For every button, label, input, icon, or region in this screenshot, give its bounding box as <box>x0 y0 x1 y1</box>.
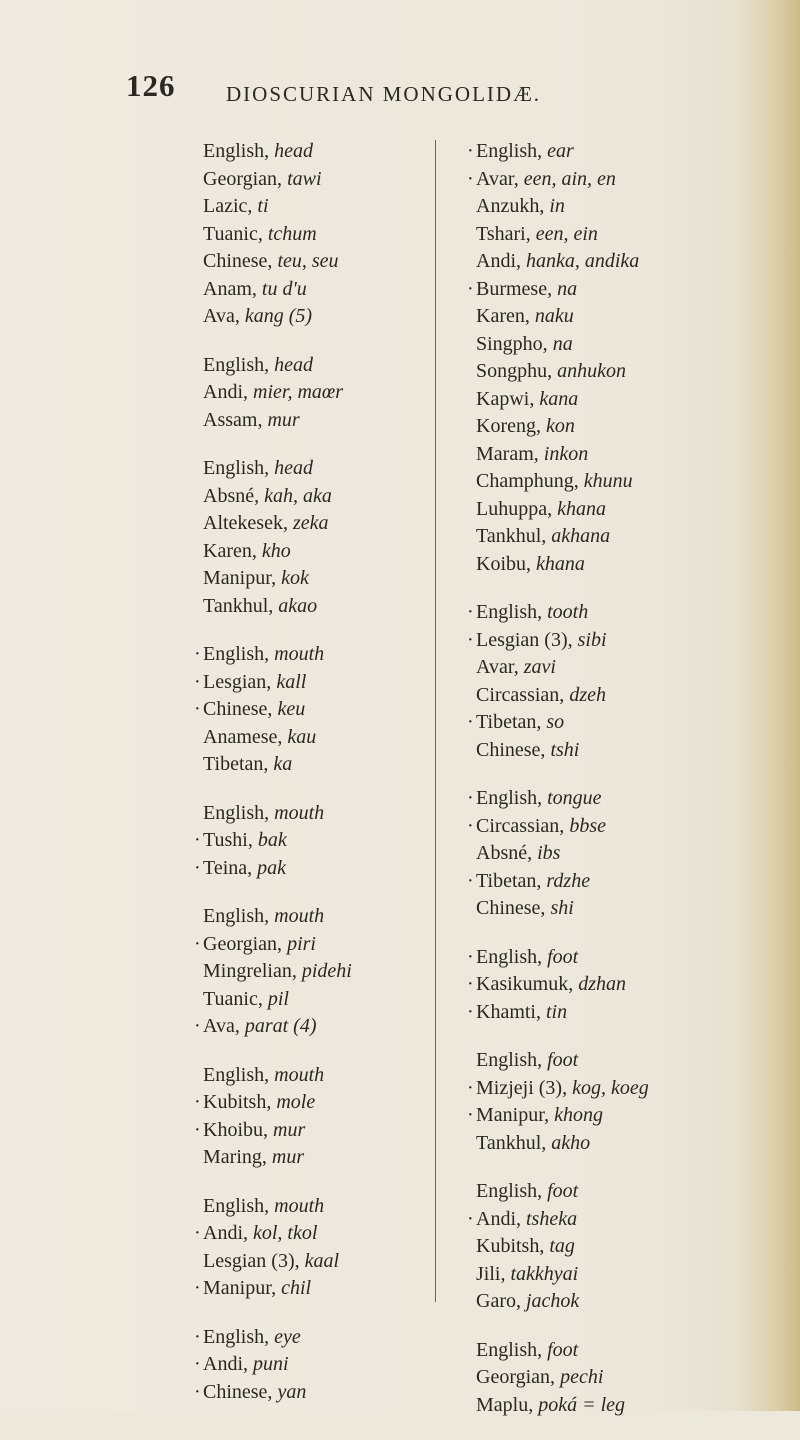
word-form: mur <box>273 1118 306 1141</box>
language-name: Georgian, <box>476 1366 561 1388</box>
language-name: Andi, <box>476 250 526 272</box>
word-form: tag <box>549 1235 575 1257</box>
entry-line <box>194 1144 494 1172</box>
vocabulary-entry <box>467 1337 767 1420</box>
entry-line <box>467 1337 767 1365</box>
word-form: pil <box>267 987 289 1010</box>
language-name: Chinese, <box>203 250 278 272</box>
word-form: kaal <box>304 1249 340 1272</box>
language-name: Andi, <box>203 1353 253 1375</box>
word-form: kok <box>281 567 309 589</box>
language-name: Tuanic, <box>203 222 268 245</box>
vocabulary-entry <box>194 352 494 435</box>
entry-line <box>194 751 494 779</box>
entry-line <box>194 1117 494 1145</box>
language-name: English, <box>203 643 275 665</box>
vocabulary-entry <box>194 641 494 779</box>
vocabulary-entry <box>194 1324 494 1407</box>
word-form: jachok <box>525 1290 580 1312</box>
entry-line <box>467 386 767 414</box>
vocabulary-entry <box>467 138 767 578</box>
entry-line <box>194 1089 494 1117</box>
language-name: English, <box>476 1049 548 1071</box>
word-form: foot <box>547 1338 579 1361</box>
entry-line <box>194 696 494 724</box>
citation-mark: · <box>194 1353 201 1375</box>
word-form: tooth <box>547 601 589 623</box>
entry-line <box>467 1261 767 1289</box>
word-form: rdzhe <box>546 869 591 892</box>
word-form: tshi <box>550 738 580 761</box>
language-name: English, <box>203 1194 275 1217</box>
language-name: Kapwi, <box>476 387 540 410</box>
word-form: so <box>546 711 565 733</box>
word-form: shi <box>550 897 574 919</box>
entry-line <box>467 221 767 249</box>
language-name: Champhung, <box>476 470 584 492</box>
citation-mark: · <box>467 1000 474 1023</box>
language-name: Assam, <box>203 408 268 431</box>
entry-line <box>194 483 494 511</box>
citation-mark: · <box>194 1091 201 1113</box>
language-name: Tankhul, <box>203 594 279 617</box>
language-name: Georgian, <box>203 167 288 190</box>
language-name: English, <box>476 1338 548 1361</box>
language-name: Tuanic, <box>203 987 268 1010</box>
vocabulary-entry <box>467 944 767 1027</box>
language-name: Altekesek, <box>203 512 293 534</box>
entry-line <box>194 1013 494 1041</box>
entry-line <box>467 413 767 441</box>
word-form: pak <box>257 856 287 879</box>
word-form: keu <box>277 698 306 720</box>
entry-line <box>467 193 767 221</box>
language-name: Tankhul, <box>476 1131 552 1154</box>
word-form: ka <box>273 753 293 775</box>
language-name: Manipur, <box>203 1277 282 1299</box>
entry-line <box>467 441 767 469</box>
entry-line <box>194 538 494 566</box>
entry-line <box>467 682 767 710</box>
citation-mark: · <box>467 1076 474 1099</box>
language-name: English, <box>203 1063 275 1086</box>
language-name: English, <box>203 1325 275 1348</box>
word-form: takkhyai <box>510 1262 579 1285</box>
language-name: Teina, <box>203 856 258 879</box>
entry-line <box>194 166 494 194</box>
entry-line <box>467 654 767 682</box>
language-name: Kasikumuk, <box>476 973 579 995</box>
citation-mark: · <box>467 945 474 968</box>
word-form: mur <box>267 408 300 431</box>
word-form: ibs <box>537 842 561 864</box>
language-name: English, <box>203 140 275 162</box>
language-name: Lazic, <box>203 195 258 217</box>
word-form: foot <box>547 945 579 968</box>
language-name: Khoibu, <box>203 1118 273 1141</box>
entry-line <box>467 627 767 655</box>
citation-mark: · <box>467 869 474 892</box>
citation-mark: · <box>194 1380 201 1403</box>
word-form: teu, seu <box>277 250 339 272</box>
word-form: kang (5) <box>244 305 313 327</box>
word-form: tongue <box>547 787 602 809</box>
entry-line <box>467 276 767 304</box>
word-form: yan <box>277 1380 307 1403</box>
entry-line <box>194 352 494 380</box>
entry-line <box>194 193 494 221</box>
entry-line <box>194 276 494 304</box>
word-form: dzeh <box>569 683 606 706</box>
language-name: Andi, <box>203 381 253 403</box>
language-name: Koibu, <box>476 552 536 575</box>
vocabulary-entry <box>194 1062 494 1172</box>
entry-line <box>467 1392 767 1420</box>
language-name: Avar, <box>476 167 524 190</box>
word-form: dzhan <box>578 973 627 995</box>
entry-line <box>467 1047 767 1075</box>
word-form: in <box>549 195 565 217</box>
entry-line <box>194 248 494 276</box>
word-form: een, ain, en <box>523 167 616 190</box>
word-form: chil <box>281 1277 312 1299</box>
entry-line <box>467 599 767 627</box>
entry-line <box>194 565 494 593</box>
entry-line <box>467 868 767 896</box>
word-form: sibi <box>577 628 607 651</box>
entry-line <box>467 166 767 194</box>
vocabulary-entry <box>194 1193 494 1303</box>
citation-mark: · <box>194 829 201 851</box>
word-form: khong <box>554 1104 603 1126</box>
vocabulary-entry <box>194 455 494 620</box>
language-name: Georgian, <box>203 932 288 955</box>
citation-mark: · <box>467 1207 474 1230</box>
language-name: Chinese, <box>203 698 278 720</box>
language-name: English, <box>203 905 275 927</box>
entry-line <box>194 510 494 538</box>
entry-line <box>194 407 494 435</box>
word-form: mur <box>271 1146 305 1168</box>
word-form: eye <box>274 1325 301 1348</box>
language-name: Lesgian (3), <box>476 628 578 651</box>
word-form: head <box>274 140 314 162</box>
language-name: Manipur, <box>476 1104 555 1126</box>
entry-line <box>467 331 767 359</box>
entry-line <box>194 827 494 855</box>
citation-mark: · <box>194 856 201 879</box>
language-name: Tibetan, <box>476 711 547 733</box>
running-head: DIOSCURIAN MONGOLIDÆ. <box>226 82 541 106</box>
word-form: bbse <box>569 814 606 837</box>
entry-line <box>467 468 767 496</box>
language-name: Anam, <box>203 277 262 300</box>
entry-line <box>194 1275 494 1303</box>
word-form: mier, maœr <box>253 381 344 403</box>
word-form: ear <box>547 140 574 162</box>
language-name: Manipur, <box>203 567 282 589</box>
word-form: bak <box>257 829 287 851</box>
entry-line <box>194 221 494 249</box>
entry-line <box>467 1233 767 1261</box>
word-form: mouth <box>274 905 325 927</box>
word-form: zeka <box>292 512 329 534</box>
language-name: Mingrelian, <box>203 960 302 982</box>
entry-line <box>467 1364 767 1392</box>
language-name: Koreng, <box>476 415 546 437</box>
language-name: Singpho, <box>476 332 553 355</box>
word-form: mouth <box>274 643 325 665</box>
citation-mark: · <box>467 814 474 837</box>
language-name: Garo, <box>476 1290 526 1312</box>
entry-line <box>194 1248 494 1276</box>
language-name: English, <box>476 787 548 809</box>
word-form: kana <box>539 387 579 410</box>
language-name: Jili, <box>476 1262 511 1285</box>
word-form: khana <box>557 497 606 520</box>
entry-line <box>194 641 494 669</box>
word-form: naku <box>534 305 574 327</box>
entry-line <box>467 1130 767 1158</box>
word-form: khunu <box>583 470 633 492</box>
word-form: hanka, andika <box>526 250 640 272</box>
language-name: Chinese, <box>203 1380 278 1403</box>
language-name: English, <box>476 140 548 162</box>
entry-line <box>467 840 767 868</box>
page-number: 126 <box>126 68 176 103</box>
left-column <box>194 138 494 1427</box>
entry-line <box>194 986 494 1014</box>
language-name: Lesgian (3), <box>203 1249 305 1272</box>
language-name: Tibetan, <box>203 753 274 775</box>
entry-line <box>467 138 767 166</box>
language-name: Tushi, <box>203 829 258 851</box>
word-form: een, ein <box>535 222 598 245</box>
entry-line <box>194 669 494 697</box>
language-name: Kubitsh, <box>203 1091 277 1113</box>
vocabulary-entry <box>467 1047 767 1157</box>
language-name: Songphu, <box>476 360 558 382</box>
word-form: akhana <box>551 525 611 547</box>
entry-line <box>194 593 494 621</box>
entry-line <box>194 903 494 931</box>
citation-mark: · <box>467 973 474 995</box>
citation-mark: · <box>194 1325 201 1348</box>
word-form: zavi <box>523 656 556 678</box>
word-form: kho <box>261 539 291 562</box>
word-form: poká = leg <box>538 1393 626 1416</box>
entry-line <box>194 379 494 407</box>
word-form: kog, koeg <box>572 1076 649 1099</box>
language-name: Karen, <box>476 305 535 327</box>
language-name: Chinese, <box>476 738 551 761</box>
entry-line <box>467 523 767 551</box>
word-form: kau <box>287 725 317 748</box>
word-form: kol, tkol <box>253 1222 318 1244</box>
entry-line <box>194 1351 494 1379</box>
right-column <box>467 138 767 1440</box>
language-name: Luhuppa, <box>476 497 558 520</box>
language-name: Ava, <box>203 305 245 327</box>
word-form: mouth <box>274 1194 325 1217</box>
language-name: Ava, <box>203 1015 245 1037</box>
word-form: head <box>274 353 314 376</box>
vocabulary-entry <box>467 785 767 923</box>
language-name: Khamti, <box>476 1000 546 1023</box>
word-form: tchum <box>267 222 317 245</box>
language-name: Lesgian, <box>203 670 277 693</box>
entry-line <box>467 737 767 765</box>
language-name: Karen, <box>203 539 262 562</box>
entry-line <box>467 785 767 813</box>
language-name: Andi, <box>203 1222 253 1244</box>
entry-line <box>467 1102 767 1130</box>
word-form: inkon <box>543 442 589 465</box>
word-form: tawi <box>287 167 322 190</box>
vocabulary-entry <box>467 599 767 764</box>
entry-line <box>467 1206 767 1234</box>
vocabulary-entry <box>194 138 494 331</box>
citation-mark: · <box>194 1277 201 1299</box>
word-form: pidehi <box>301 960 352 982</box>
entry-line <box>467 358 767 386</box>
word-form: khana <box>536 552 585 575</box>
word-form: piri <box>287 932 316 955</box>
entry-line <box>194 855 494 883</box>
vocabulary-entry <box>467 1178 767 1316</box>
language-name: Maram, <box>476 442 544 465</box>
entry-line <box>467 999 767 1027</box>
vocabulary-entry <box>194 903 494 1041</box>
entry-line <box>467 895 767 923</box>
language-name: Tshari, <box>476 222 536 245</box>
language-name: English, <box>476 945 548 968</box>
entry-line <box>194 138 494 166</box>
citation-mark: · <box>194 670 201 693</box>
word-form: tu d'u <box>261 277 307 300</box>
language-name: Avar, <box>476 656 524 678</box>
citation-mark: · <box>467 1104 474 1126</box>
word-form: pechi <box>560 1366 604 1388</box>
word-form: mouth <box>274 801 325 824</box>
language-name: Andi, <box>476 1207 526 1230</box>
word-form: foot <box>547 1180 579 1202</box>
entry-line <box>194 1379 494 1407</box>
entry-line <box>467 1075 767 1103</box>
word-form: na <box>552 332 573 355</box>
entry-line <box>194 724 494 752</box>
entry-line <box>194 800 494 828</box>
entry-line <box>194 958 494 986</box>
word-form: akho <box>551 1131 591 1154</box>
entry-line <box>194 1220 494 1248</box>
word-form: head <box>274 457 314 479</box>
word-form: mole <box>276 1091 316 1113</box>
language-name: Mizjeji (3), <box>476 1076 573 1099</box>
language-name: English, <box>476 1180 548 1202</box>
language-name: Tankhul, <box>476 525 552 547</box>
word-form: kon <box>545 415 575 437</box>
language-name: Circassian, <box>476 683 570 706</box>
language-name: Burmese, <box>476 277 558 300</box>
word-form: tsheka <box>526 1207 578 1230</box>
entry-line <box>194 931 494 959</box>
entry-line <box>194 455 494 483</box>
citation-mark: · <box>194 1118 201 1141</box>
entry-line <box>467 944 767 972</box>
citation-mark: · <box>194 643 201 665</box>
language-name: Chinese, <box>476 897 551 919</box>
entry-line <box>194 1324 494 1352</box>
citation-mark: · <box>467 628 474 651</box>
language-name: Anamese, <box>203 725 288 748</box>
entry-line <box>194 1193 494 1221</box>
citation-mark: · <box>467 140 474 162</box>
entry-line <box>467 813 767 841</box>
citation-mark: · <box>467 277 474 300</box>
citation-mark: · <box>194 1222 201 1244</box>
word-form: parat (4) <box>244 1015 317 1037</box>
entry-line <box>467 971 767 999</box>
citation-mark: · <box>467 167 474 190</box>
language-name: Maplu, <box>476 1393 539 1416</box>
word-form: mouth <box>274 1063 325 1086</box>
word-form: puni <box>253 1353 289 1375</box>
word-form: kall <box>276 670 307 693</box>
language-name: Absné, <box>476 842 538 864</box>
entry-line <box>467 1178 767 1206</box>
entry-line <box>194 303 494 331</box>
citation-mark: · <box>467 601 474 623</box>
word-form: anhukon <box>557 360 627 382</box>
language-name: Kubitsh, <box>476 1235 550 1257</box>
language-name: English, <box>203 801 275 824</box>
citation-mark: · <box>467 711 474 733</box>
language-name: Tibetan, <box>476 869 547 892</box>
entry-line <box>467 1288 767 1316</box>
language-name: English, <box>476 601 548 623</box>
language-name: English, <box>203 457 275 479</box>
citation-mark: · <box>194 1015 201 1037</box>
word-form: na <box>557 277 578 300</box>
language-name: Circassian, <box>476 814 570 837</box>
word-form: foot <box>547 1049 579 1071</box>
entry-line <box>467 303 767 331</box>
entry-line <box>467 551 767 579</box>
word-form: akao <box>278 594 318 617</box>
citation-mark: · <box>467 787 474 809</box>
language-name: English, <box>203 353 275 376</box>
language-name: Anzukh, <box>476 195 550 217</box>
entry-line <box>194 1062 494 1090</box>
word-form: ti <box>257 195 269 217</box>
entry-line <box>467 709 767 737</box>
entry-line <box>467 248 767 276</box>
citation-mark: · <box>194 698 201 720</box>
language-name: Absné, <box>203 484 265 507</box>
entry-line <box>467 496 767 524</box>
language-name: Maring, <box>203 1146 272 1168</box>
word-form: tin <box>546 1000 568 1023</box>
vocabulary-entry <box>194 800 494 883</box>
citation-mark: · <box>194 932 201 955</box>
word-form: kah, aka <box>264 484 332 507</box>
